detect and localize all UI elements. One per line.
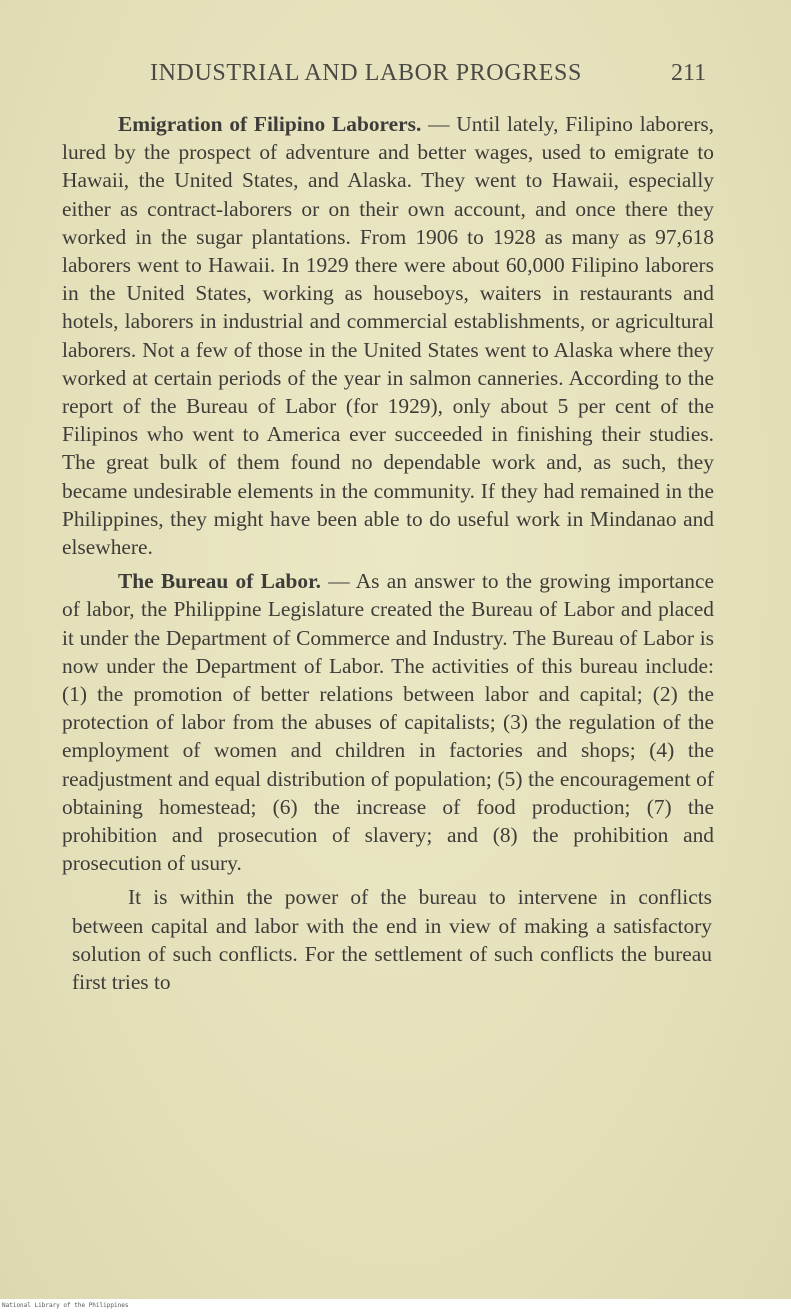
paragraph-emigration [62, 110, 714, 561]
page-header [0, 60, 791, 96]
paragraph-text: It is within the power of the bureau to intervene in conflicts between capital and labor with the end in view of making a satisfactory solution of such conflicts. For the settlement of such conflicts the bureau first tries to [72, 885, 712, 995]
page-number: 211 [671, 60, 707, 86]
section-heading-bureau-of-labor: The Bureau of Labor. [118, 569, 321, 594]
paragraph-bureau-power [72, 883, 712, 996]
body-text [62, 110, 714, 996]
paragraph-text: — As an answer to the growing importance of labor, the Philippine Legislature created the Bureau of Labor and placed it under the Department of Commerce and Industry. The Bureau of Labor is now under the Department of Labor. The activities of this bureau include: (1) the promotion of better relations between labor and capital; (2) the protection of labor from the abuses of capitalists; (3) the regulation of the employment of women and children in factories and shops; (4) the readjustment and equal distribution of population; (5) the encouragement of obtaining homestead; (6) the increase of food production; (7) the prohibition and prosecution of slavery; and (8) the prohibition and prosecution of usury. [62, 569, 714, 876]
running-head: INDUSTRIAL AND LABOR PROGRESS [150, 60, 582, 86]
library-stamp: National Library of the Philippines [2, 1302, 129, 1309]
paragraph-text: — Until lately, Filipino laborers, lured by the prospect of adventure and better wages, used to emigrate to Hawaii, the United States, and Alaska. They went to Hawaii, especially either as contract-laborers or on their own account, and once there they worked in the sugar plantations. From 1906 to 1928 as many as 97,618 laborers went to Hawaii. In 1929 there were about 60,000 Filipino laborers in the United States, working as houseboys, waiters in restaurants and hotels, laborers in industrial and commercial establishments, or agricultural laborers. Not a few of those in the United States went to Alaska where they worked at certain periods of the year in salmon canneries. According to the report of the Bureau of Labor (for 1929), only about 5 per cent of the Filipinos who went to America ever succeeded in finishing their studies. The great bulk of them found no dependable work and, as such, they became undesirable elements in the community. If they had remained in the Philippines, they might have been able to do useful work in Mindanao and elsewhere. [62, 112, 714, 560]
paragraph-bureau-of-labor [62, 567, 714, 877]
section-heading-emigration: Emigration of Filipino Laborers. [118, 112, 422, 136]
